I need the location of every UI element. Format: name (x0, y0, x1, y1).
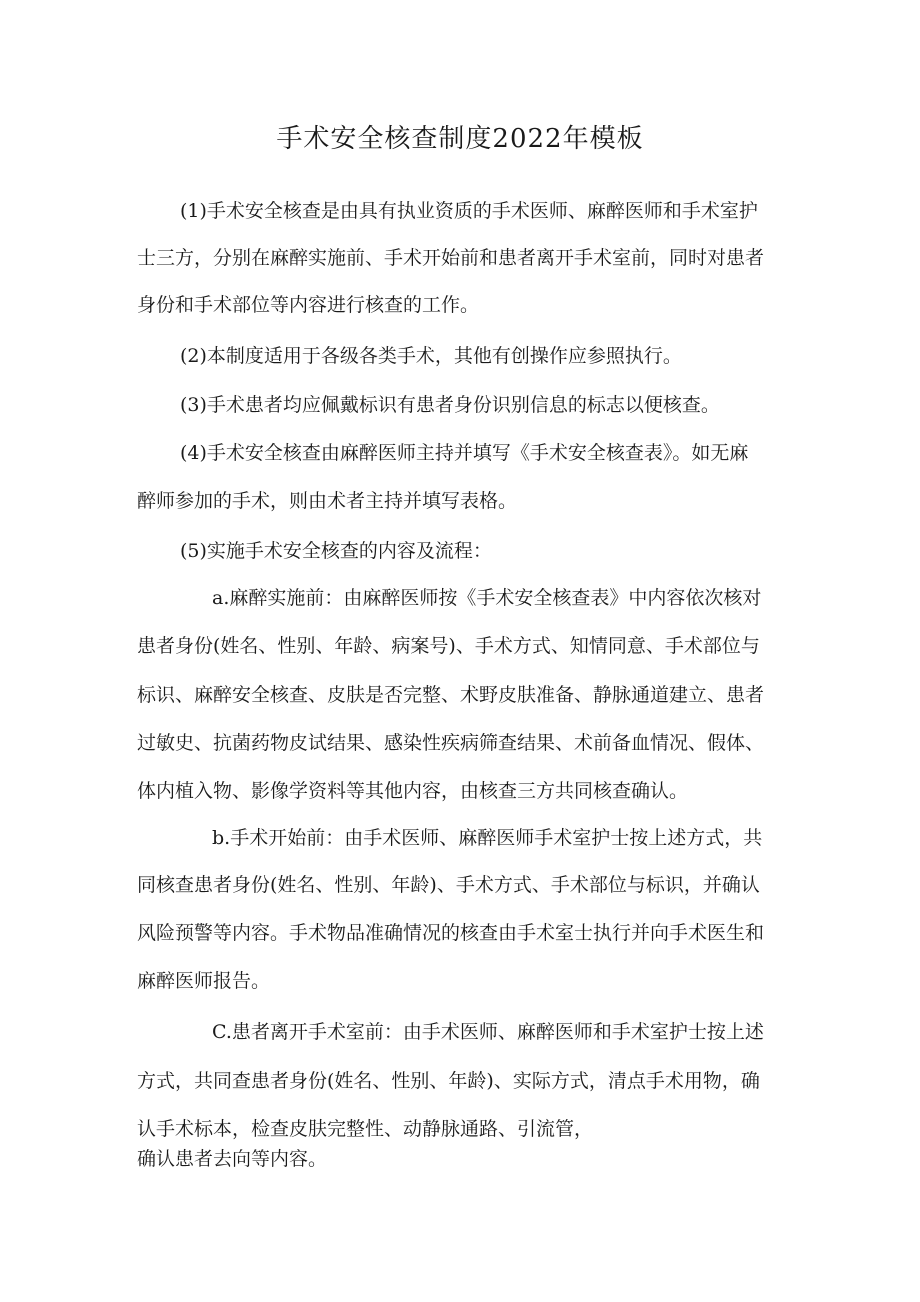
paragraph-line: (1)手术安全核查是由具有执业资质的手术医师、麻醉医师和手术室护 (180, 200, 758, 222)
paragraph-line: b.手术开始前：由手术医师、麻醉医师手术室护士按上述方式，共 (212, 827, 763, 849)
paragraph-line: 标识、麻醉安全核查、皮肤是否完整、术野皮肤准备、静脉通道建立、患者 (137, 684, 765, 706)
paragraph-line: 体内植入物、影像学资料等其他内容，由核查三方共同核查确认。 (137, 780, 689, 802)
paragraph-line: 认手术标本，检查皮肤完整性、动静脉通路、引流管， (137, 1118, 594, 1140)
paragraph-line: 风险预警等内容。手术物品准确情况的核查由手术室士执行并向手术医生和 (137, 922, 765, 944)
paragraph-line: 士三方，分别在麻醉实施前、手术开始前和患者离开手术室前，同时对患者 (137, 247, 765, 269)
paragraph-line: (5)实施手术安全核查的内容及流程： (180, 540, 492, 562)
paragraph-line: 过敏史、抗菌药物皮试结果、感染性疾病筛查结果、术前备血情况、假体、 (137, 732, 765, 754)
paragraph-line: 确认患者去向等内容。 (137, 1148, 328, 1170)
paragraph-line: 同核查患者身份(姓名、性别、年龄)、手术方式、手术部位与标识，并确认 (137, 874, 760, 896)
paragraph-line: (4)手术安全核查由麻醉医师主持并填写《手术安全核查表》。如无麻 (180, 442, 749, 464)
paragraph-line: (2)本制度适用于各级各类手术，其他有创操作应参照执行。 (180, 345, 682, 367)
document-title: 手术安全核查制度2022年模板 (276, 124, 644, 154)
paragraph-line: 麻醉医师报告。 (137, 970, 271, 992)
paragraph-line: (3)手术患者均应佩戴标识有患者身份识别信息的标志以便核查。 (180, 394, 720, 416)
paragraph-line: 方式，共同查患者身份(姓名、性别、年龄)、实际方式，清点手术用物，确 (137, 1070, 760, 1092)
paragraph-line: 醉师参加的手术，则由术者主持并填写表格。 (137, 490, 518, 512)
paragraph-line: 患者身份(姓名、性别、年龄、病案号)、手术方式、知情同意、手术部位与 (137, 635, 760, 657)
paragraph-line: a.麻醉实施前：由麻醉医师按《手术安全核查表》中内容依次核对 (212, 587, 762, 609)
paragraph-line: C.患者离开手术室前：由手术医师、麻醉医师和手术室护士按上述 (212, 1021, 764, 1043)
paragraph-line: 身份和手术部位等内容进行核查的工作。 (137, 294, 480, 316)
